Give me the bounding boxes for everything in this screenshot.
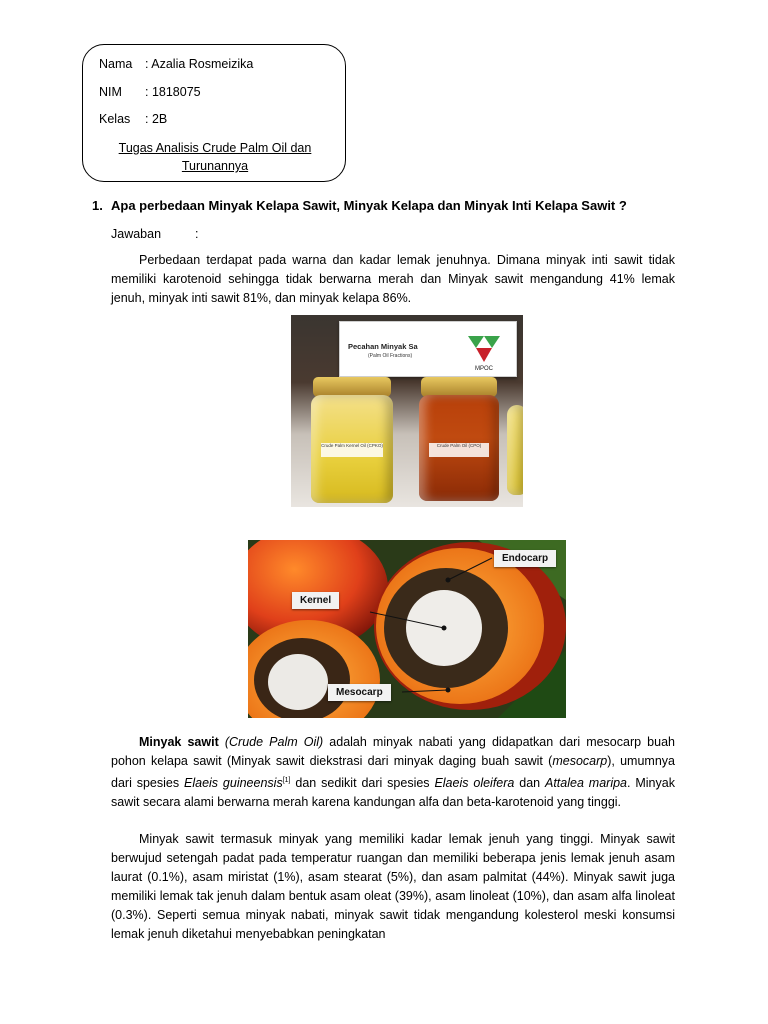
class-row: [99, 112, 167, 126]
jar-lid: [313, 377, 391, 397]
paragraph3-main: Minyak sawit termasuk minyak yang memiliki kadar lemak jenuh yang tinggi. Minyak sawit berwujud setengah padat pada temperatur ruangan dan memiliki beberapa jenis lemak jenuh asam laurat (0.1%), asam miristat (1%), asam stearat (5%), dan asam palmitat (44%). Minyak sawit juga memiliki lemak tak jenuh dalam bentuk asam oleat (39%), asam linoleat (10%), dan asam alfa linoleat (0.3%). Seperti semua minyak nabati, minyak sawit tidak mengandung: [111, 832, 675, 922]
paragraph2-text-a: adalah minyak nabati yang didapatkan dari mesocarp buah pohon kelapa sawit (Minyak sawit diekstrasi dari minyak daging buah sawit (: [111, 735, 675, 768]
answer-label-text: Jawaban: [111, 227, 162, 241]
assignment-title-line1: Tugas Analisis Crude Palm Oil dan: [118, 141, 312, 155]
question-text: Apa perbedaan Minyak Kelapa Sawit, Minyak Kelapa dan Minyak Inti Kelapa Sawit ?: [111, 198, 627, 213]
species-oleifera: Elaeis oleifera: [434, 776, 515, 791]
crude-palm-oil-paragraph: [111, 733, 675, 812]
paragraph2-text-d: dan: [514, 776, 545, 791]
mesocarp-label: Mesocarp: [328, 684, 391, 701]
nim-value: : 1818075: [145, 85, 201, 99]
paragraph3-last-line: kolesterol meski konsumsi lemak jenuh diketahui menyebabkan peningkatan: [111, 908, 675, 941]
paragraph2-text-b: ), umumnya dari spesies: [111, 754, 675, 791]
nim-label: NIM: [99, 85, 122, 99]
reference-link[interactable]: [1]: [282, 777, 291, 784]
endocarp-label: Endocarp: [494, 550, 556, 567]
assignment-title-line2: Turunannya: [181, 159, 249, 173]
mpoc-logo-text: MPOC: [475, 366, 493, 372]
question-1: [92, 198, 692, 213]
jar-lid: [421, 377, 497, 397]
cpo-jar-label: Crude Palm Oil (CPO): [429, 443, 489, 457]
assignment-title: [83, 139, 347, 175]
fractions-sign: [339, 321, 517, 377]
class-label: Kelas: [99, 112, 131, 126]
sign-subtitle: (Palm Oil Fractions): [368, 353, 413, 359]
name-label: Nama: [99, 57, 133, 71]
sign-title: Pecahan Minyak Sa: [348, 342, 418, 351]
paragraph2-text-e: . Minyak sawit secara alami berwarna merah karena kandungan alfa dan beta-karotenoid yang tinggi.: [111, 776, 675, 810]
paragraph2-text-c: dan sedikit dari spesies: [290, 776, 435, 791]
palm-fruit-photo: [248, 540, 566, 718]
kernel-label: Kernel: [292, 592, 339, 609]
name-row: [99, 57, 253, 71]
nim-row: [99, 85, 201, 99]
cpo-italic: (Crude Palm Oil): [224, 735, 324, 749]
species-attalea: Attalea maripa: [545, 776, 628, 791]
mpoc-logo: [464, 332, 504, 372]
fatty-acid-paragraph: [111, 830, 675, 944]
answer-paragraph: Perbedaan terdapat pada warna dan kadar lemak jenuhnya. Dimana minyak inti sawit tidak memiliki karotenoid sehingga tidak berwarna merah dan Minyak sawit mengandung 41% lemak jenuh, minyak inti sawit 81%, dan minyak kelapa 86%.: [111, 253, 675, 305]
cpo-term: Minyak sawit: [139, 735, 219, 749]
answer-colon: :: [195, 227, 199, 241]
class-value: : 2B: [145, 112, 168, 126]
partial-jar: [507, 405, 523, 495]
cpko-jar-label: Crude Palm Kernel Oil (CPKO): [321, 443, 383, 457]
question-number: 1.: [92, 198, 103, 213]
mesocarp-italic: mesocarp: [552, 754, 608, 768]
name-value: : Azalia Rosmeizika: [145, 57, 254, 71]
identity-box: [82, 44, 346, 182]
palm-oil-fractions-photo: [291, 315, 523, 507]
answer-label: [111, 227, 199, 241]
species-guineensis: Elaeis guineensis: [184, 776, 283, 791]
